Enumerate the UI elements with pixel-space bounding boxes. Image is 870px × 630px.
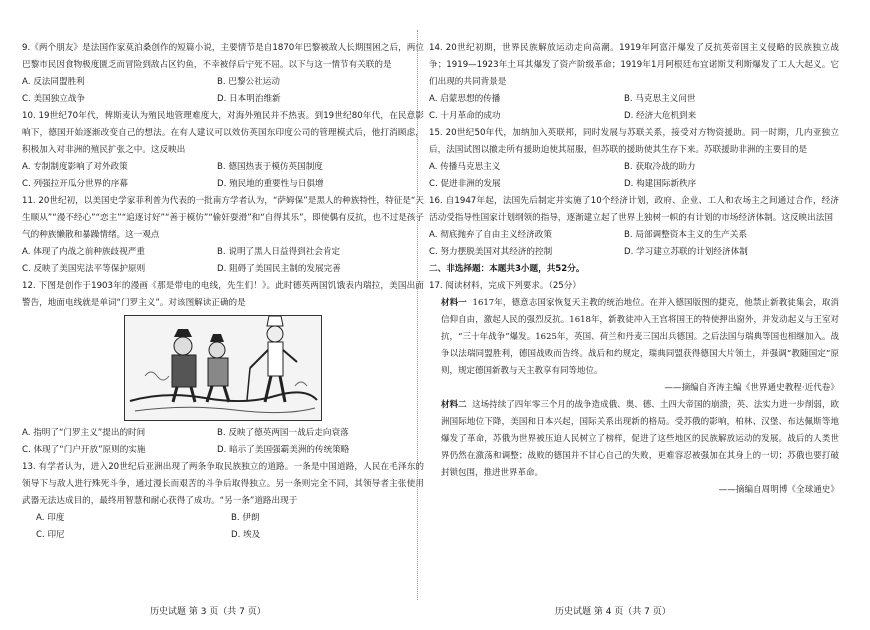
option-b: B. 局部调整资本主义的生产关系 xyxy=(624,230,748,240)
question-13 xyxy=(22,459,424,544)
question-stem: 11. 20世纪初，以美国史学家菲利普为代表的一批南方学者认为，“萨姆保”是黑人的种族特性，特征是“天生顺从”“漫不经心”“恋主”“追逐讨好”“善于模仿”“偷奸耍滑”和“自得其乐”，即使偶有反抗，也不过是孩子气的种族懒散和暴躁情绪。这一观点 xyxy=(22,196,424,240)
question-stem: 14. 20世纪初期，世界民族解放运动走向高潮。1919年阿富汗爆发了反抗英帝国主义侵略的民族独立战争；1919—1923年土耳其爆发了资产阶级革命；1919年1月阿根廷布宜诺斯艾利斯爆发了工人大起义。它们出现的共同背景是 xyxy=(429,43,839,87)
material-label: 材料二 xyxy=(441,400,467,410)
option-b: B. 伊朗 xyxy=(231,513,260,523)
option-a: A. 传播马克思主义 xyxy=(429,162,501,172)
question-stem: 13. 有学者认为，进入20世纪后亚洲出现了两条争取民族独立的道路。一条是中国道路，人民在毛泽东的领导下与敌人进行殊死斗争，通过漫长而艰苦的斗争后取得独立。另一条则完全不同，其领导者主张使用武器无法达成目的，最终用智慧和耐心获得了成功。“另一条”道路出现于 xyxy=(22,462,424,506)
question-17-stem: 17. 阅读材料，完成下列要求。（25分） xyxy=(429,281,581,291)
material-source: ——摘编自周明博《全球通史》 xyxy=(718,485,839,495)
page-footer: 历史试题 第 4 页（共 7 页） xyxy=(555,607,671,617)
option-a: A. 印度 xyxy=(36,513,65,523)
option-d: D. 日本明治维新 xyxy=(217,94,281,104)
option-b: B. 获取冷战的助力 xyxy=(624,162,696,172)
option-a: A. 彻底抛弃了自由主义经济政策 xyxy=(429,230,552,240)
option-b: B. 反映了德英两国一战后走向衰落 xyxy=(217,428,349,438)
option-b: B. 巴黎公社运动 xyxy=(217,77,280,87)
question-10 xyxy=(22,108,424,193)
option-b: B. 德国热衷于模仿英国制度 xyxy=(217,162,323,172)
material-source: ——摘编自齐涛主编《世界通史教程·近代卷》 xyxy=(664,383,839,393)
option-a: A. 指明了“门罗主义”提出的时间 xyxy=(22,428,146,438)
option-c: C. 反映了美国宪法平等保护原则 xyxy=(22,264,146,274)
material-text: 1617年，德意志国家恢复天主教的统治地位。在并入德国版图的捷克，他禁止新教徒集会，取消信仰自由，激起人民的强烈反抗。1618年，新教徒冲入王宫将国王的特使押出窗外，并发动起义与王室对抗，“三十年战争”爆发。1625年，英国、荷兰和丹麦三国出兵德国。之后法国与瑞典等国也相继加入。战争以法瑞同盟胜利，德国战败而告终。战后和约规定，瑞典同盟获得德国大片领土，并强调“教随国定”原则，规定德国新教与天主教享有同等地位。 xyxy=(441,298,840,376)
material-2 xyxy=(429,397,839,482)
option-c: C. 促进非洲的发展 xyxy=(429,179,501,189)
option-d: D. 殖民地的重要性与日俱增 xyxy=(217,179,324,189)
option-c: C. 印尼 xyxy=(36,530,65,540)
option-c: C. 努力摆脱美国对其经济的控制 xyxy=(429,247,553,257)
question-14 xyxy=(429,40,839,125)
page-4 xyxy=(429,40,839,499)
option-d: D. 经济大危机到来 xyxy=(624,111,697,121)
material-text: 这场持续了四年零三个月的战争造成俄、奥、德、土四大帝国的崩溃，英、法实力进一步削弱，欧洲国际地位下降，美国和日本兴起，国际关系出现新的格局。受苏俄的影响，柏林、汉堡、布达佩斯等地爆发了革命，苏俄为世界被压迫人民树立了榜样，促进了这些地区的民族解放运动的发展。战后的人类世界仍然在激荡和调整；战败的德国并不甘心自己的失败，更难容忍被强加在其身上的一切；苏俄也要打破封锁包围，推进世界革命。 xyxy=(441,400,839,478)
option-c: C. 十月革命的成功 xyxy=(429,111,501,121)
page-divider xyxy=(417,30,418,600)
option-c: C. 美国独立战争 xyxy=(22,94,86,104)
question-15 xyxy=(429,125,839,193)
option-b: B. 说明了黑人日益得到社会肯定 xyxy=(217,247,341,257)
option-d: D. 埃及 xyxy=(231,530,261,540)
question-stem: 15. 20世纪50年代，加纳加入英联邦，同时发展与苏联关系，接受对方物资援助。同一时期，几内亚独立后，法国试图以撤走所有援助迫使其屈服，但苏联的援助使其生存下来。苏联援助非洲的主要目的是 xyxy=(429,128,839,155)
section-heading: 二、非选择题：本题共3小题，共52分。 xyxy=(429,264,585,274)
page-3 xyxy=(22,40,424,544)
question-16 xyxy=(429,193,839,261)
question-11 xyxy=(22,193,424,278)
option-d: D. 阻碍了美国民主制的发展完善 xyxy=(217,264,341,274)
option-c: C. 体现了“门户开放”原则的实施 xyxy=(22,445,146,455)
option-a: A. 启蒙思想的传播 xyxy=(429,94,501,104)
option-b: B. 马克思主义问世 xyxy=(624,94,696,104)
question-stem: 9.《两个朋友》是法国作家莫泊桑创作的短篇小说，主要情节是自1870年巴黎被敌人长期围困之后，两位巴黎市民因食物极度匮乏而冒险到敌占区钓鱼，不幸被俘后宁死不屈。以下与这一情节有关联的是 xyxy=(22,43,424,70)
question-12 xyxy=(22,278,424,459)
question-9 xyxy=(22,40,424,108)
question-stem: 10. 19世纪70年代，俾斯麦认为殖民地管理难度大，对海外殖民并不热衷。到19世纪80年代，在民意影响下，德国开始逐渐改变自己的想法。在有人建议可以效仿英国东印度公司的管理模式后，他打消顾虑，积极加入对非洲的殖民扩张之中。这反映出 xyxy=(22,111,424,155)
option-d: D. 构建国际新秩序 xyxy=(624,179,697,189)
option-d: D. 学习建立苏联的计划经济体制 xyxy=(624,247,748,257)
page-footer: 历史试题 第 3 页（共 7 页） xyxy=(150,607,266,617)
material-1 xyxy=(429,295,839,380)
material-label: 材料一 xyxy=(441,298,467,308)
option-a: A. 体现了内战之前种族歧视严重 xyxy=(22,247,145,257)
question-stem: 12. 下图是创作于1903年的漫画《那是带电的电线，先生们！》。此时德英两国饥饿表内瑞拉，美国出面警告，地面电线就是单词“门罗主义”。对该图解读正确的是 xyxy=(22,281,424,308)
option-d: D. 暗示了美国强霸美洲的传统策略 xyxy=(217,445,350,455)
option-a: A. 专制制度影响了对外政策 xyxy=(22,162,128,172)
option-c: C. 列强拉开瓜分世界的序幕 xyxy=(22,179,128,189)
political-cartoon-image xyxy=(124,315,322,421)
option-a: A. 反法同盟胜利 xyxy=(22,77,85,87)
question-stem: 16. 自1947年起，法国先后制定并实施了10个经济计划，政府、企业、工人和农场主之间通过合作，经济活动受指导性国家计划纲领的指导，逐渐建立起了世界上独树一帜的有计划的市场经济体制。这反映出法国 xyxy=(429,196,839,223)
